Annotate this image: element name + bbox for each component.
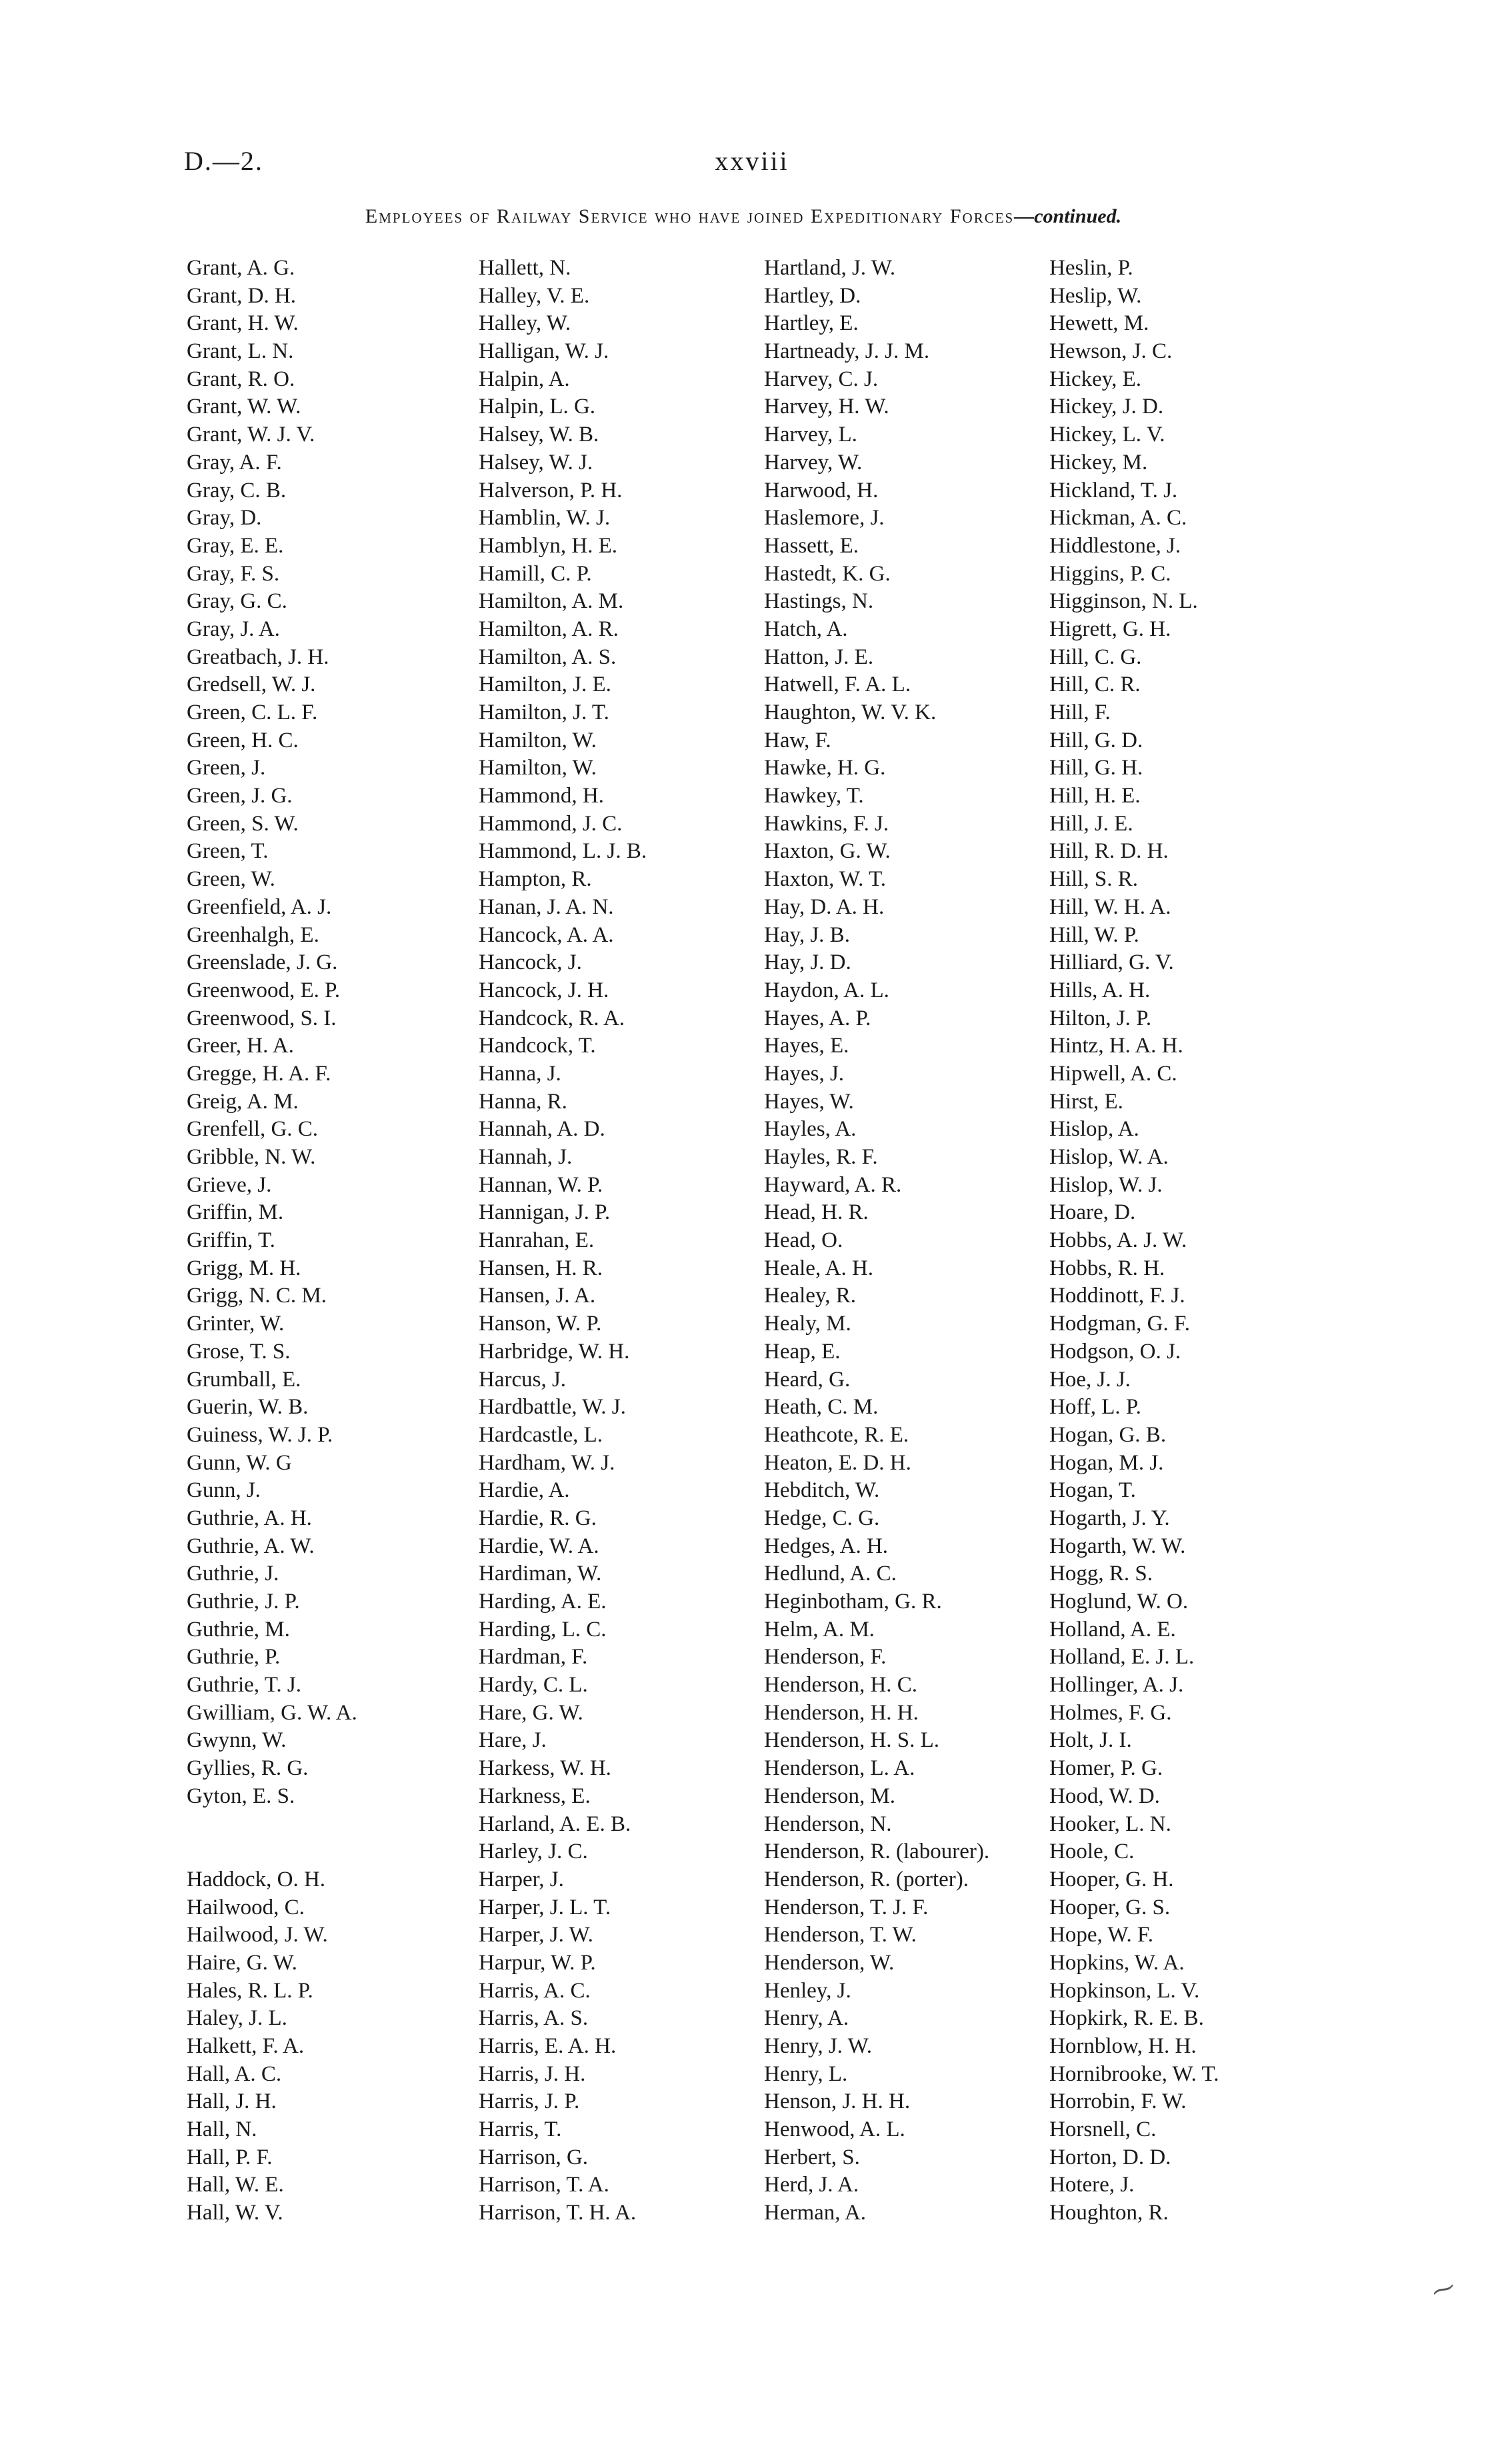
employee-name: Halsey, W. B. (479, 423, 599, 447)
employee-name: Hopkins, W. A. (1049, 1950, 1185, 1975)
heading-text: Employees of Railway Service who have joined Expeditionary Forces (365, 205, 1015, 227)
employee-name: Hebditch, W. (764, 1478, 880, 1503)
employee-name: Hammond, J. C. (479, 811, 623, 836)
employee-name: Harvey, L. (764, 423, 857, 447)
employee-name: Hill, C. G. (1049, 644, 1142, 669)
employee-name: Hamilton, J. T. (479, 700, 609, 724)
employee-name: Hickey, M. (1049, 450, 1148, 475)
employee-name: Grant, W. W. (187, 395, 301, 419)
employee-name: Grant, R. O. (187, 367, 295, 391)
employee-name: Hailwood, J. W. (187, 1923, 328, 1947)
employee-name: Hayes, A. P. (764, 1006, 871, 1030)
employee-name: Gregge, H. A. F. (187, 1061, 331, 1086)
employee-name: Gwilliam, G. W. A. (187, 1700, 357, 1725)
employee-name: Higrett, G. H. (1049, 616, 1171, 641)
employee-name: Heslip, W. (1049, 283, 1142, 308)
employee-name: Hope, W. F. (1049, 1923, 1153, 1947)
name-column-4 (1049, 255, 1219, 2227)
employee-name: Harcus, J. (479, 1367, 567, 1392)
employee-name: Hickman, A. C. (1049, 506, 1187, 531)
employee-name: Henderson, R. (porter). (764, 1867, 969, 1891)
employee-name: Hipwell, A. C. (1049, 1061, 1177, 1086)
employee-name: Hislop, A. (1049, 1117, 1139, 1142)
employee-name: Homer, P. G. (1049, 1756, 1163, 1781)
employee-name: Hornibrooke, W. T. (1049, 2061, 1219, 2086)
employee-name: Hill, G. H. (1049, 756, 1143, 780)
employee-name: Harris, J. H. (479, 2061, 586, 2086)
employee-name: Herd, J. A. (764, 2173, 859, 2197)
employee-name: Grose, T. S. (187, 1339, 291, 1364)
employee-name: Henderson, M. (764, 1784, 896, 1808)
employee-name: Halpin, A. (479, 367, 570, 391)
employee-name: Hay, J. D. (764, 950, 851, 975)
page-heading (173, 205, 1313, 228)
page-number: xxviii (715, 146, 789, 176)
employee-name: Hamilton, W. (479, 728, 597, 752)
employee-name: Hannah, A. D. (479, 1117, 605, 1142)
employee-name: Hatton, J. E. (764, 644, 874, 669)
employee-name: Green, J. G. (187, 784, 293, 808)
employee-name: Henderson, H. H. (764, 1700, 919, 1725)
employee-name: Henderson, H. S. L. (764, 1728, 940, 1753)
heading-suffix: —continued. (1014, 205, 1122, 227)
employee-name: Guthrie, M. (187, 1617, 290, 1642)
employee-name: Greig, A. M. (187, 1089, 299, 1114)
employee-name: Hall, J. H. (187, 2089, 277, 2114)
employee-name: Guthrie, J. (187, 1562, 279, 1586)
employee-name: Head, O. (764, 1228, 843, 1253)
employee-name: Hansen, H. R. (479, 1256, 603, 1280)
employee-name: Hay, J. B. (764, 922, 850, 947)
page-reference: D.—2. (184, 146, 263, 176)
employee-name: Hamilton, W. (479, 756, 597, 780)
employee-name: Haydon, A. L. (764, 978, 889, 1002)
employee-name: Greenwood, S. I. (187, 1006, 337, 1030)
employee-name: Hancock, A. A. (479, 922, 614, 947)
employee-name: Healy, M. (764, 1312, 851, 1336)
employee-name: Hardcastle, L. (479, 1422, 603, 1447)
employee-name: Hannigan, J. P. (479, 1200, 611, 1225)
employee-name: Harwood, H. (764, 478, 879, 503)
employee-name: Handcock, T. (479, 1034, 596, 1058)
employee-name: Hogan, G. B. (1049, 1422, 1167, 1447)
employee-name: Hawkins, F. J. (764, 811, 889, 836)
employee-name: Henry, A. (764, 2006, 849, 2031)
employee-name: Hodgman, G. F. (1049, 1312, 1190, 1336)
employee-name: Heard, G. (764, 1367, 851, 1392)
employee-name: Hare, G. W. (479, 1700, 583, 1725)
employee-name: Halpin, L. G. (479, 395, 596, 419)
employee-name: Hilton, J. P. (1049, 1006, 1152, 1030)
employee-name: Hintz, H. A. H. (1049, 1034, 1183, 1058)
employee-name: Henderson, R. (labourer). (764, 1840, 990, 1864)
employee-name: Hewson, J. C. (1049, 339, 1173, 364)
employee-name: Hoe, J. J. (1049, 1367, 1131, 1392)
employee-name: Guiness, W. J. P. (187, 1422, 333, 1447)
employee-name: Hartneady, J. J. M. (764, 339, 930, 364)
employee-name: Halley, W. (479, 311, 571, 336)
employee-name: Harbridge, W. H. (479, 1339, 630, 1364)
employee-name: Grant, D. H. (187, 283, 297, 308)
employee-name: Holmes, F. G. (1049, 1700, 1172, 1725)
employee-name: Hayes, E. (764, 1034, 849, 1058)
employee-name: Henry, J. W. (764, 2034, 872, 2058)
employee-name: Griffin, M. (187, 1200, 284, 1225)
employee-name: Hoff, L. P. (1049, 1395, 1141, 1420)
employee-name: Heathcote, R. E. (764, 1422, 909, 1447)
employee-name: Hall, W. V. (187, 2201, 283, 2225)
employee-name: Gunn, W. G (187, 1450, 292, 1475)
employee-name: Henderson, T. J. F. (764, 1895, 929, 1919)
employee-name: Hartley, D. (764, 283, 861, 308)
employee-name: Gray, F. S. (187, 561, 280, 586)
employee-name: Hilliard, G. V. (1049, 950, 1174, 975)
employee-name: Hanrahan, E. (479, 1228, 595, 1253)
employee-name: Harrison, T. H. A. (479, 2201, 637, 2225)
employee-name: Henson, J. H. H. (764, 2089, 911, 2114)
employee-name: Hare, J. (479, 1728, 547, 1753)
employee-name: Hogan, T. (1049, 1478, 1136, 1503)
employee-name: Hickey, J. D. (1049, 395, 1164, 419)
employee-name: Guerin, W. B. (187, 1395, 309, 1420)
employee-name: Hardham, W. J. (479, 1450, 615, 1475)
employee-name: Hancock, J. (479, 950, 582, 975)
employee-name: Hamilton, J. E. (479, 672, 611, 697)
employee-name: Hallett, N. (479, 256, 571, 280)
employee-name: Hedges, A. H. (764, 1534, 889, 1558)
employee-name: Hartley, E. (764, 311, 859, 336)
employee-name: Hoglund, W. O. (1049, 1590, 1189, 1614)
employee-name: Haddock, O. H. (187, 1867, 326, 1891)
employee-name: Harkess, W. H. (479, 1756, 611, 1781)
employee-name: Hill, W. H. A. (1049, 894, 1171, 919)
employee-name: Henderson, N. (764, 1812, 892, 1836)
employee-name: Harvey, H. W. (764, 395, 889, 419)
employee-name: Hogg, R. S. (1049, 1562, 1153, 1586)
column-gap (187, 1811, 357, 1866)
employee-name: Greer, H. A. (187, 1034, 294, 1058)
employee-name: Henderson, H. C. (764, 1673, 918, 1698)
employee-name: Hamblyn, H. E. (479, 533, 618, 558)
employee-name: Higgins, P. C. (1049, 561, 1171, 586)
employee-name: Holland, A. E. (1049, 1617, 1176, 1642)
employee-name: Hewett, M. (1049, 311, 1149, 336)
employee-name: Hardie, A. (479, 1478, 570, 1503)
employee-name: Higginson, N. L. (1049, 589, 1198, 614)
employee-name: Henderson, L. A. (764, 1756, 915, 1781)
employee-name: Harland, A. E. B. (479, 1812, 631, 1836)
employee-name: Horrobin, F. W. (1049, 2089, 1187, 2114)
employee-name: Hales, R. L. P. (187, 1978, 313, 2003)
employee-name: Harvey, C. J. (764, 367, 879, 391)
employee-name: Gyton, E. S. (187, 1784, 295, 1808)
employee-name: Hiddlestone, J. (1049, 533, 1181, 558)
employee-name: Hobbs, A. J. W. (1049, 1228, 1187, 1253)
employee-name: Hill, R. D. H. (1049, 839, 1169, 864)
employee-name: Hammond, H. (479, 784, 604, 808)
employee-name: Hill, W. P. (1049, 922, 1139, 947)
employee-name: Hawkey, T. (764, 784, 864, 808)
employee-name: Hamilton, A. S. (479, 644, 617, 669)
margin-mark: ⁓ (1428, 2274, 1459, 2305)
employee-name: Hornblow, H. H. (1049, 2034, 1197, 2058)
employee-name: Head, H. R. (764, 1200, 869, 1225)
employee-name: Hislop, W. J. (1049, 1172, 1163, 1197)
employee-name: Hobbs, R. H. (1049, 1256, 1165, 1280)
employee-name: Harpur, W. P. (479, 1950, 596, 1975)
employee-name: Hayes, W. (764, 1089, 854, 1114)
employee-name: Gribble, N. W. (187, 1145, 316, 1169)
employee-name: Grant, A. G. (187, 256, 295, 280)
employee-name: Guthrie, J. P. (187, 1590, 300, 1614)
employee-name: Harding, L. C. (479, 1617, 607, 1642)
employee-name: Green, J. (187, 756, 266, 780)
employee-name: Hassett, E. (764, 533, 859, 558)
employee-name: Heginbotham, G. R. (764, 1590, 942, 1614)
employee-name: Harvey, W. (764, 450, 863, 475)
employee-name: Grigg, N. C. M. (187, 1284, 327, 1308)
employee-name: Gray, E. E. (187, 533, 284, 558)
employee-name: Green, T. (187, 839, 269, 864)
employee-name: Hooper, G. H. (1049, 1867, 1174, 1891)
employee-name: Hayward, A. R. (764, 1172, 902, 1197)
employee-name: Heap, E. (764, 1339, 841, 1364)
employee-name: Hickey, L. V. (1049, 423, 1165, 447)
employee-name: Grieve, J. (187, 1172, 272, 1197)
employee-name: Greenfield, A. J. (187, 894, 332, 919)
employee-name: Haslemore, J. (764, 506, 885, 531)
employee-name: Hall, A. C. (187, 2061, 282, 2086)
employee-name: Gray, J. A. (187, 616, 280, 641)
employee-name: Green, C. L. F. (187, 700, 318, 724)
employee-name: Green, H. C. (187, 728, 299, 752)
employee-name: Hawke, H. G. (764, 756, 886, 780)
employee-name: Hardbattle, W. J. (479, 1395, 626, 1420)
employee-name: Helm, A. M. (764, 1617, 875, 1642)
employee-name: Hastedt, K. G. (764, 561, 891, 586)
employee-name: Hill, H. E. (1049, 784, 1141, 808)
employee-name: Heale, A. H. (764, 1256, 874, 1280)
employee-name: Hooker, L. N. (1049, 1812, 1171, 1836)
employee-name: Hislop, W. A. (1049, 1145, 1169, 1169)
employee-name: Gredsell, W. J. (187, 672, 316, 697)
employee-name: Hogarth, W. W. (1049, 1534, 1186, 1558)
employee-name: Hirst, E. (1049, 1089, 1123, 1114)
employee-name: Hancock, J. H. (479, 978, 609, 1002)
employee-name: Guthrie, A. H. (187, 1506, 312, 1530)
employee-name: Guthrie, A. W. (187, 1534, 315, 1558)
employee-name: Grant, W. J. V. (187, 423, 315, 447)
employee-name: Harris, A. S. (479, 2006, 589, 2031)
employee-name: Henderson, W. (764, 1950, 895, 1975)
employee-name: Hastings, N. (764, 589, 874, 614)
employee-name: Harley, J. C. (479, 1840, 588, 1864)
name-column-3 (764, 255, 989, 2227)
employee-name: Harrison, T. A. (479, 2173, 609, 2197)
employee-name: Haire, G. W. (187, 1950, 297, 1975)
employee-name: Hanan, J. A. N. (479, 894, 614, 919)
employee-name: Hanson, W. P. (479, 1312, 602, 1336)
employee-name: Herman, A. (764, 2201, 867, 2225)
employee-name: Heaton, E. D. H. (764, 1450, 911, 1475)
employee-name: Gray, A. F. (187, 450, 282, 475)
employee-name: Haxton, G. W. (764, 839, 891, 864)
employee-name: Harper, J. L. T. (479, 1895, 611, 1919)
employee-name: Henderson, T. W. (764, 1923, 917, 1947)
employee-name: Haley, J. L. (187, 2006, 287, 2031)
employee-name: Hammond, L. J. B. (479, 839, 647, 864)
employee-name: Horton, D. D. (1049, 2145, 1171, 2169)
employee-name: Grant, H. W. (187, 311, 299, 336)
employee-name: Halligan, W. J. (479, 339, 609, 364)
employee-name: Hotere, J. (1049, 2173, 1135, 2197)
employee-name: Halley, V. E. (479, 283, 590, 308)
employee-name: Hailwood, C. (187, 1895, 305, 1919)
employee-name: Heath, C. M. (764, 1395, 879, 1420)
employee-name: Hickland, T. J. (1049, 478, 1178, 503)
employee-name: Hill, C. R. (1049, 672, 1141, 697)
employee-name: Hannan, W. P. (479, 1172, 603, 1197)
employee-name: Harris, T. (479, 2117, 562, 2142)
employee-name: Greenwood, E. P. (187, 978, 341, 1002)
employee-name: Hamill, C. P. (479, 561, 592, 586)
employee-name: Hill, F. (1049, 700, 1111, 724)
employee-name: Gyllies, R. G. (187, 1756, 309, 1781)
employee-name: Hedge, C. G. (764, 1506, 880, 1530)
employee-name: Grigg, M. H. (187, 1256, 301, 1280)
employee-name: Henwood, A. L. (764, 2117, 905, 2142)
employee-name: Hatch, A. (764, 616, 848, 641)
employee-name: Harris, E. A. H. (479, 2034, 617, 2058)
employee-name: Hopkirk, R. E. B. (1049, 2006, 1204, 2031)
employee-name: Hickey, E. (1049, 367, 1142, 391)
employee-name: Henderson, F. (764, 1645, 887, 1670)
employee-name: Hogarth, J. Y. (1049, 1506, 1170, 1530)
employee-name: Hill, J. E. (1049, 811, 1133, 836)
employee-name: Hardman, F. (479, 1645, 588, 1670)
employee-name: Grenfell, G. C. (187, 1117, 319, 1142)
employee-name: Guthrie, T. J. (187, 1673, 302, 1698)
employee-name: Hoare, D. (1049, 1200, 1136, 1225)
employee-name: Green, W. (187, 867, 275, 892)
employee-name: Hall, W. E. (187, 2173, 284, 2197)
employee-name: Hardy, C. L. (479, 1673, 588, 1698)
employee-name: Hoole, C. (1049, 1840, 1135, 1864)
employee-name: Hopkinson, L. V. (1049, 1978, 1200, 2003)
employee-name: Green, S. W. (187, 811, 299, 836)
employee-name: Hamblin, W. J. (479, 506, 611, 531)
employee-name: Hayles, R. F. (764, 1145, 878, 1169)
employee-name: Harper, J. (479, 1867, 564, 1891)
employee-name: Holt, J. I. (1049, 1728, 1132, 1753)
employee-name: Hood, W. D. (1049, 1784, 1160, 1808)
employee-name: Hall, N. (187, 2117, 257, 2142)
employee-name: Hansen, J. A. (479, 1284, 596, 1308)
employee-name: Gunn, J. (187, 1478, 261, 1503)
employee-name: Hill, G. D. (1049, 728, 1143, 752)
employee-name: Hayes, J. (764, 1061, 845, 1086)
employee-name: Herbert, S. (764, 2145, 860, 2169)
employee-name: Harper, J. W. (479, 1923, 593, 1947)
employee-name: Hooper, G. S. (1049, 1895, 1171, 1919)
employee-name: Harris, J. P. (479, 2089, 580, 2114)
employee-name: Gwynn, W. (187, 1728, 287, 1753)
employee-name: Greenhalgh, E. (187, 922, 319, 947)
employee-name: Hollinger, A. J. (1049, 1673, 1184, 1698)
employee-name: Hatwell, F. A. L. (764, 672, 911, 697)
employee-name: Holland, E. J. L. (1049, 1645, 1195, 1670)
employee-name: Hill, S. R. (1049, 867, 1138, 892)
employee-name: Hayles, A. (764, 1117, 857, 1142)
employee-name: Gray, D. (187, 506, 262, 531)
employee-name: Greenslade, J. G. (187, 950, 338, 975)
employee-name: Guthrie, P. (187, 1645, 281, 1670)
employee-name: Hampton, R. (479, 867, 592, 892)
employee-name: Hardiman, W. (479, 1562, 602, 1586)
employee-name: Grumball, E. (187, 1367, 301, 1392)
name-column-1 (187, 255, 357, 2227)
employee-name: Hartland, J. W. (764, 256, 896, 280)
employee-name: Harding, A. E. (479, 1590, 607, 1614)
employee-name: Handcock, R. A. (479, 1006, 625, 1030)
employee-name: Hogan, M. J. (1049, 1450, 1164, 1475)
employee-name: Hills, A. H. (1049, 978, 1151, 1002)
employee-name: Hoddinott, F. J. (1049, 1284, 1185, 1308)
employee-name: Gray, C. B. (187, 478, 287, 503)
employee-name: Haxton, W. T. (764, 867, 887, 892)
employee-name: Gray, G. C. (187, 589, 287, 614)
employee-name: Harrison, G. (479, 2145, 589, 2169)
employee-name: Grinter, W. (187, 1312, 285, 1336)
employee-name: Hardie, W. A. (479, 1534, 599, 1558)
employee-name: Halverson, P. H. (479, 478, 623, 503)
employee-name: Griffin, T. (187, 1228, 275, 1253)
employee-name: Harris, A. C. (479, 1978, 591, 2003)
employee-name: Heslin, P. (1049, 256, 1133, 280)
employee-name: Haughton, W. V. K. (764, 700, 937, 724)
employee-name: Hodgson, O. J. (1049, 1339, 1181, 1364)
employee-name: Greatbach, J. H. (187, 644, 329, 669)
employee-name: Hanna, J. (479, 1061, 561, 1086)
employee-name: Hedlund, A. C. (764, 1562, 897, 1586)
employee-name: Hardie, R. G. (479, 1506, 597, 1530)
employee-name: Haw, F. (764, 728, 831, 752)
employee-name: Hanna, R. (479, 1089, 567, 1114)
employee-name: Hamilton, A. M. (479, 589, 624, 614)
employee-name: Horsnell, C. (1049, 2117, 1157, 2142)
employee-name: Hannah, J. (479, 1145, 573, 1169)
employee-name: Hall, P. F. (187, 2145, 273, 2169)
employee-name: Henry, L. (764, 2061, 848, 2086)
employee-name: Hamilton, A. R. (479, 616, 619, 641)
employee-name: Henley, J. (764, 1978, 851, 2003)
employee-name: Hay, D. A. H. (764, 894, 885, 919)
employee-name: Healey, R. (764, 1284, 857, 1308)
employee-name: Halkett, F. A. (187, 2034, 305, 2059)
name-column-2 (479, 255, 647, 2227)
employee-name: Halsey, W. J. (479, 450, 593, 475)
employee-name: Grant, L. N. (187, 339, 294, 364)
employee-name: Houghton, R. (1049, 2201, 1169, 2225)
employee-name: Harkness, E. (479, 1784, 591, 1808)
